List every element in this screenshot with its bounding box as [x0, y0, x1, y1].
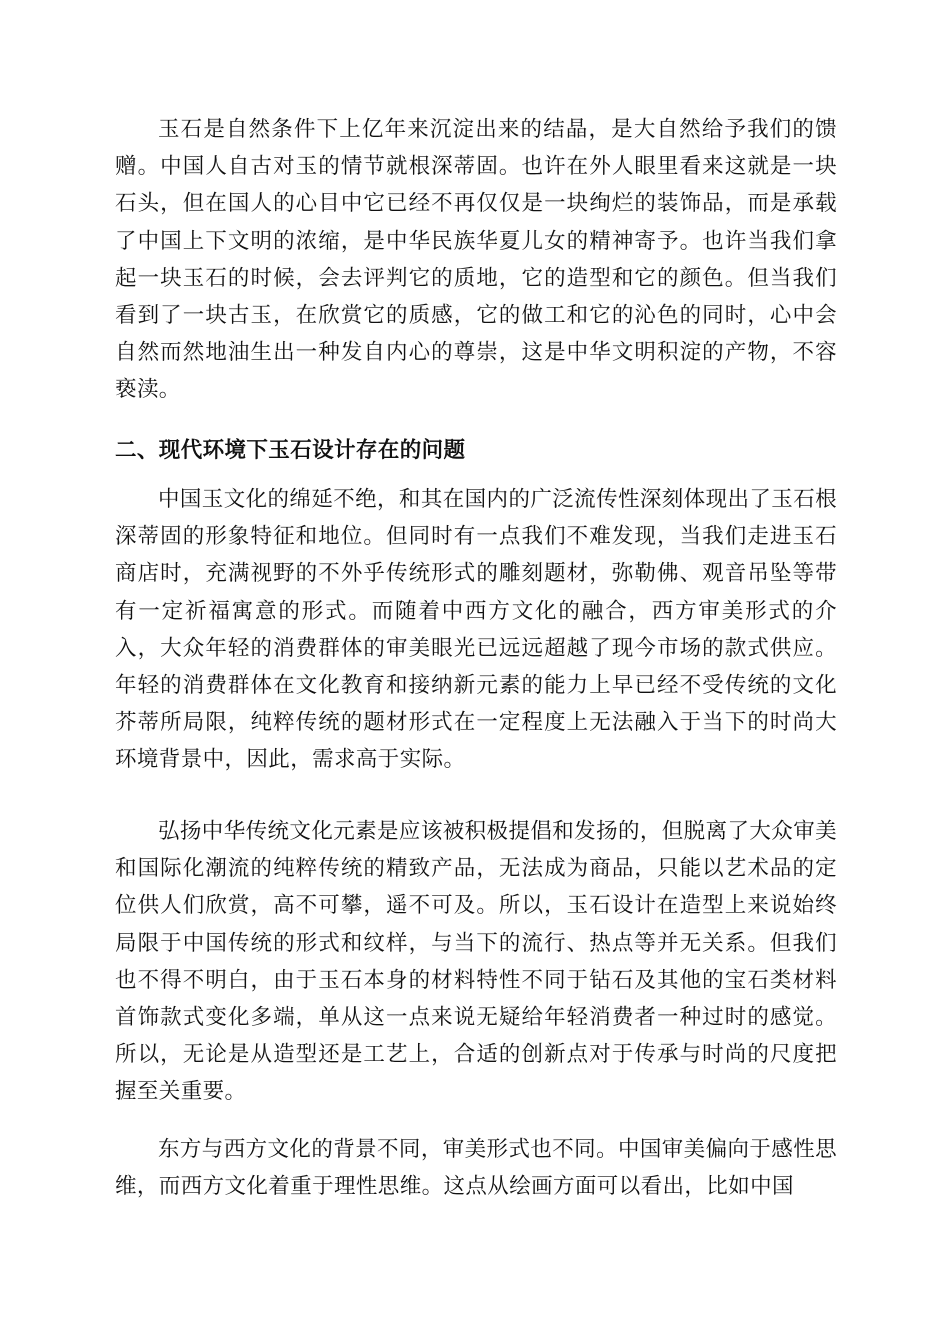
paragraph-jade-cultural-meaning: 玉石是自然条件下上亿年来沉淀出来的结晶，是大自然给予我们的馈赠。中国人自古对玉的情节就根深蒂固。也许在外人眼里看来这就是一块石头，但在国人的心目中它已经不再仅仅是一块绚烂的装饰品，而是承载了中国上下文明的浓缩，是中华民族华夏儿女的精神寄予。也许当我们拿起一块玉石的时候，会去评判它的质地，它的造型和它的颜色。但当我们看到了一块古玉，在欣赏它的质感，它的做工和它的沁色的同时，心中会自然而然地油生出一种发自内心的尊崇，这是中华文明积淀的产物，不容亵渎。: [115, 117, 837, 403]
paragraph-east-west-aesthetics: 东方与西方文化的背景不同，审美形式也不同。中国审美偏向于感性思维，而西方文化着重于理性思维。这点从绘画方面可以看出，比如中国: [115, 1137, 837, 1200]
paragraph-jade-market-problem: 中国玉文化的绵延不绝，和其在国内的广泛流传性深刻体现出了玉石根深蒂固的形象特征和地位。但同时有一点我们不难发现，当我们走进玉石商店时，充满视野的不外乎传统形式的雕刻题材，弥勒佛、观音吊坠等带有一定祈福寓意的形式。而随着中西方文化的融合，西方审美形式的介入，大众年轻的消费群体的审美眼光已远远超越了现今市场的款式供应。年轻的消费群体在文化教育和接纳新元素的能力上早已经不受传统的文化芥蒂所局限，纯粹传统的题材形式在一定程度上无法融入于当下的时尚大环境背景中，因此，需求高于实际。: [115, 487, 837, 773]
paragraph-tradition-vs-fashion: 弘扬中华传统文化元素是应该被积极提倡和发扬的，但脱离了大众审美和国际化潮流的纯粹传统的精致产品，无法成为商品，只能以艺术品的定位供人们欣赏，高不可攀，遥不可及。所以，玉石设计在造型上来说始终局限于中国传统的形式和纹样，与当下的流行、热点等并无关系。但我们也不得不明白，由于玉石本身的材料特性不同于钻石及其他的宝石类材料首饰款式变化多端，单从这一点来说无疑给年轻消费者一种过时的感觉。所以，无论是从造型还是工艺上，合适的创新点对于传承与时尚的尺度把握至关重要。: [115, 819, 837, 1105]
section-heading: 二、现代环境下玉石设计存在的问题: [115, 438, 466, 463]
